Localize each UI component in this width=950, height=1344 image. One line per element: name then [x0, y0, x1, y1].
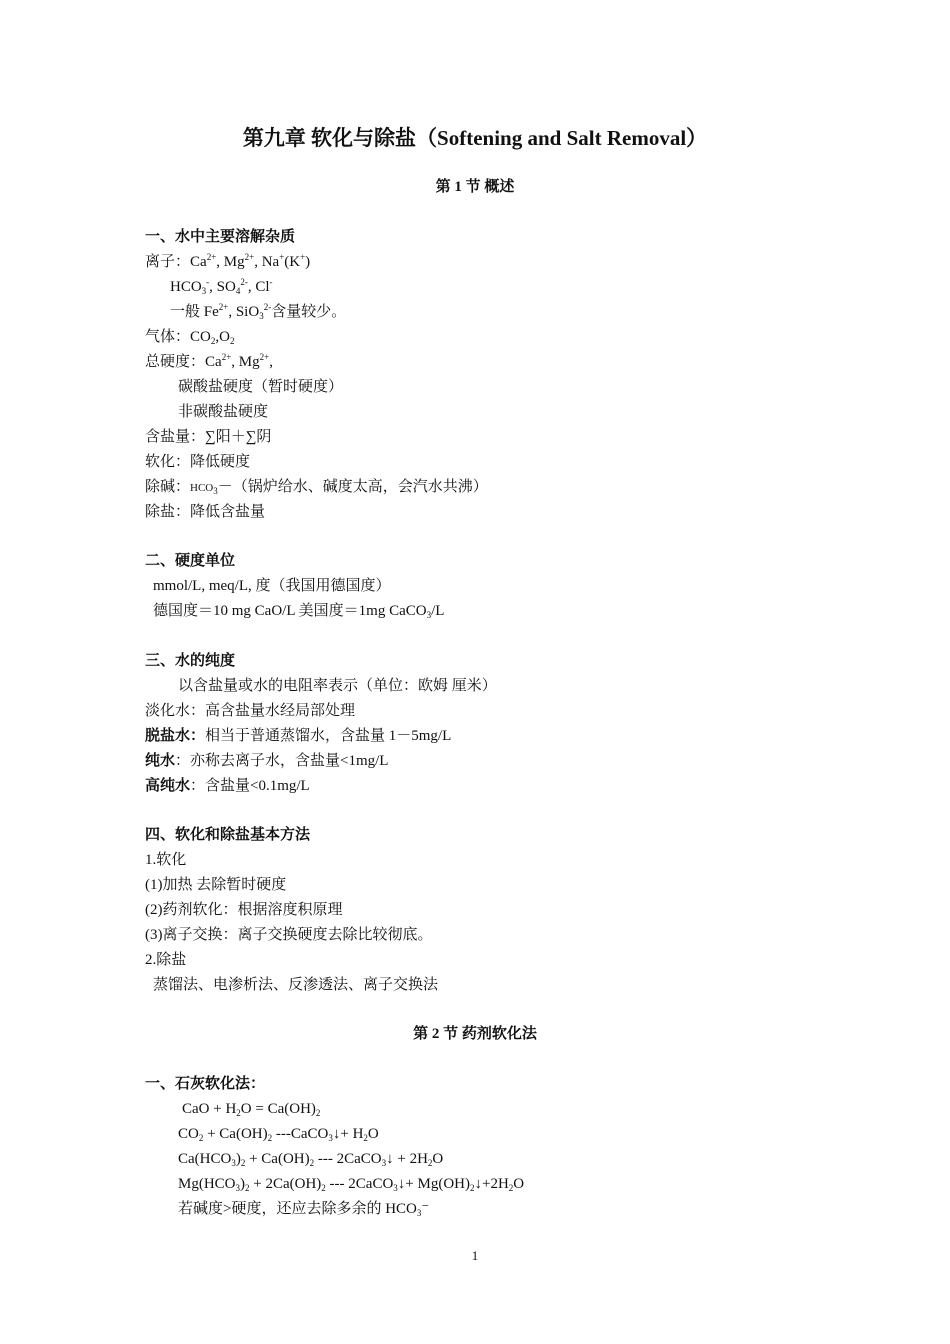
part2-heading: 二、硬度单位 [145, 553, 236, 569]
part3-heading: 三、水的纯度 [145, 653, 236, 669]
desalting-line: 除盐：降低含盐量 [145, 504, 266, 520]
pure-water-line: 纯水：亦称去离子水，含盐量<1mg/L [145, 753, 389, 769]
desalinated-water-line: 淡化水：高含盐量水经局部处理 [145, 703, 356, 719]
carbonate-hardness: 碳酸盐硬度（暂时硬度） [178, 379, 344, 395]
ions-line: 离子：$Ca^{2+}$, $Mg^{2+}$, Na+(K+) [145, 252, 311, 270]
page-number: 1 [471, 1248, 479, 1263]
method-line-1: 1.软化 [145, 852, 187, 868]
part1-heading: 一、水中主要溶解杂质 [145, 229, 296, 245]
method-line-6: 蒸馏法、电渗析法、反渗透法、离子交换法 [153, 977, 439, 993]
salt-line: 含盐量：∑阳＋∑阴 [145, 429, 272, 445]
method-line-2: (1)加热 去除暂时硬度 [145, 877, 287, 893]
hardness-units-line: mmol/L, meq/L, 度（我国用德国度） [153, 578, 391, 594]
purity-definition: 以含盐量或水的电阻率表示（单位：欧姆 厘米） [178, 678, 497, 694]
method-line-4: (3)离子交换：离子交换硬度去除比较彻底。 [145, 927, 433, 943]
method-line-3: (2)药剂软化：根据溶度积原理 [145, 902, 343, 918]
part4-heading: 四、软化和除盐基本方法 [145, 827, 311, 843]
lime-softening-heading: 一、石灰软化法： [145, 1076, 266, 1092]
minor-ions-line: 一般 $Fe^{2+}$, SiO$_3^{2-}$含量较少。 [170, 302, 347, 321]
softening-line: 软化：降低硬度 [145, 454, 251, 470]
degree-definition-line: 德国度＝10 mg CaO/L 美国度＝1mg CaCO$_3$/L [153, 603, 445, 620]
demineralized-water-line: 脱盐水：相当于普通蒸馏水，含盐量 1－5mg/L [145, 728, 452, 744]
alkalinity-note: 若碱度>硬度，还应去除多余的 $HCO_3^-$ [178, 1201, 430, 1218]
equation-3: $Ca(HCO_3)_2 + Ca(OH)_2$ --- 2CaCO$_3$↓ + $2H_2O$ [178, 1151, 444, 1168]
equation-2: $CO_2 + Ca(OH)_2$ ---CaCO$_3$↓+ $H_2O$ [178, 1126, 379, 1143]
dealkalization-line: 除碱：$HCO_3-$（锅炉给水、碱度太高，会汽水共沸） [145, 479, 488, 496]
equation-4: $Mg(HCO_3)_2 + 2Ca(OH)_2$ --- 2CaCO$_3$↓+ $Mg(OH)_2↓+2H_2O$ [178, 1176, 525, 1193]
noncarbonate-hardness: 非碳酸盐硬度 [178, 404, 269, 420]
anions-line: $HCO_3^-$, $SO_4^{2-}$, Cl- [170, 277, 273, 296]
chapter-title: 第九章 软化与除盐（Softening and Salt Removal） [242, 126, 708, 150]
hardness-line: 总硬度：$Ca^{2+}$, $Mg^{2+}$, [145, 352, 273, 370]
section-1-heading: 第 1 节 概述 [435, 179, 515, 195]
high-purity-water-line: 高纯水：含盐量<0.1mg/L [145, 778, 310, 794]
section-2-heading: 第 2 节 药剂软化法 [413, 1026, 537, 1042]
method-line-5: 2.除盐 [145, 952, 187, 968]
gas-line: 气体：$CO_2,O_2$ [145, 329, 235, 346]
equation-1: CaO + $H_2O = Ca(OH)_2$ [182, 1101, 321, 1118]
